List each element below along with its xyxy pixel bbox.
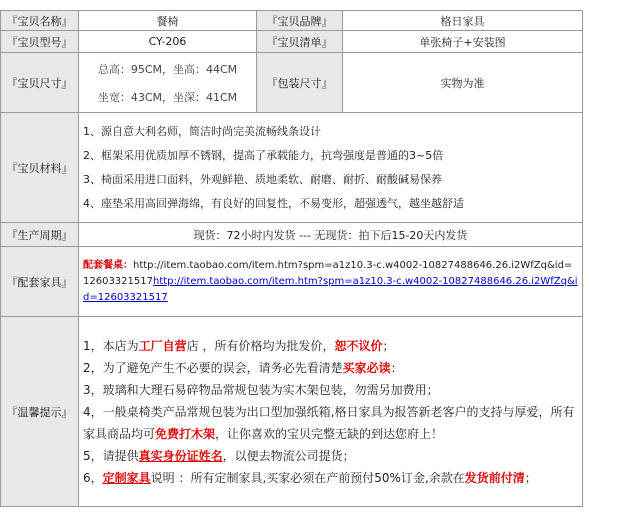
label-notice: 『温馨提示』 [1, 317, 79, 507]
row-name-brand [1, 11, 583, 31]
notice-highlight: 工厂自营 [138, 338, 187, 353]
notice-text: 店 ，所有价格均为批发价， [186, 338, 335, 353]
value-size [79, 53, 257, 113]
label-model: 『宝贝型号』 [1, 31, 79, 53]
notice-item-3: 3，玻璃和大理石易碎物品常规包装为实木架包装，勿需另加费用； [83, 382, 439, 397]
notice-text: 6， [83, 470, 103, 485]
notice-text: ，以便去物流公司提货； [222, 448, 355, 463]
row-match [1, 247, 583, 317]
label-size: 『宝贝尺寸』 [1, 53, 79, 113]
notice-highlight: 买家必读 [342, 360, 391, 375]
row-material [1, 113, 583, 223]
notice-item-1 [83, 335, 578, 357]
notice-text: 4，一般桌椅类产品常规包装为出口型加强纸箱,格日家具为报答新老客户的支持与厚爱，所有家具商品均可 [83, 404, 575, 441]
material-item: 4、座垫采用高回弹海绵，有良好的回复性，不易变形，超强透气，越坐越舒适 [83, 196, 464, 210]
notice-highlight: 免费打木架 [155, 426, 216, 441]
size-line-2: 坐宽：43CM，坐深：41CM [97, 90, 238, 104]
product-spec-table [0, 10, 583, 507]
notice-text: ； [524, 470, 537, 485]
notice-text: 1，本店为 [83, 338, 139, 353]
value-cycle: 现货：72小时内发货 --- 无现货：拍下后15-20天内发货 [79, 223, 583, 247]
material-item: 3、椅面采用进口面料，外观鲜艳、质地柔软、耐磨、耐折、耐酸碱易保养 [83, 172, 442, 186]
value-match [79, 247, 583, 317]
label-material: 『宝贝材料』 [1, 113, 79, 223]
value-pack: 实物为准 [343, 53, 583, 113]
row-model-list [1, 31, 583, 53]
label-list: 『宝贝清单』 [257, 31, 343, 53]
size-line-1: 总高：95CM，坐高：44CM [97, 62, 238, 76]
notice-highlight: 发货前付清 [464, 470, 525, 485]
match-title: 配套餐桌： [83, 259, 133, 271]
row-notice [1, 317, 583, 507]
notice-text: 说明 ：所有定制家具,买家必须在产前预付50%订金,余款在 [150, 470, 465, 485]
value-notice [79, 317, 583, 507]
material-item: 1、源自意大利名师，简洁时尚完美流畅线条设计 [83, 124, 321, 138]
notice-text: 5，请提供 [83, 448, 139, 463]
match-url-text: http://item.taobao.com/item.htm?spm=a1z10.3-c.w4002-10827488646.26.i2WfZq&id=12603321517 [83, 259, 573, 287]
row-size-pack [1, 53, 583, 113]
value-brand: 格日家具 [343, 11, 583, 31]
match-url-link[interactable]: http://item.taobao.com/item.htm?spm=a1z10.3-c.w4002-10827488646.26.i2WfZq&id=12603321517 [83, 275, 578, 303]
label-match: 『配套家具』 [1, 247, 79, 317]
value-material [79, 113, 583, 223]
notice-text: ； [382, 338, 395, 353]
notice-item-6 [83, 467, 578, 489]
notice-item-5 [83, 445, 578, 467]
notice-highlight: 定制家具 [102, 470, 151, 485]
notice-item-4 [83, 401, 578, 445]
label-cycle: 『生产周期』 [1, 223, 79, 247]
notice-highlight: 真实身份证姓名 [138, 448, 223, 463]
notice-text: 2，为了避免产生不必要的误会，请务必先看清楚 [83, 360, 343, 375]
row-cycle [1, 223, 583, 247]
label-brand: 『宝贝品牌』 [257, 11, 343, 31]
label-pack: 『包装尺寸』 [257, 53, 343, 113]
notice-text: ，让你喜欢的宝贝完整无缺的到达您府上！ [215, 426, 444, 441]
label-name: 『宝贝名称』 [1, 11, 79, 31]
notice-text: ： [390, 360, 403, 375]
value-name: 餐椅 [79, 11, 257, 31]
value-list: 单张椅子+安装图 [343, 31, 583, 53]
material-item: 2、框架采用优质加厚不锈钢，提高了承载能力，抗弯强度是普通的3~5倍 [83, 148, 444, 162]
notice-item-2 [83, 357, 578, 379]
notice-highlight: 恕不议价 [334, 338, 383, 353]
value-model: CY-206 [79, 31, 257, 53]
